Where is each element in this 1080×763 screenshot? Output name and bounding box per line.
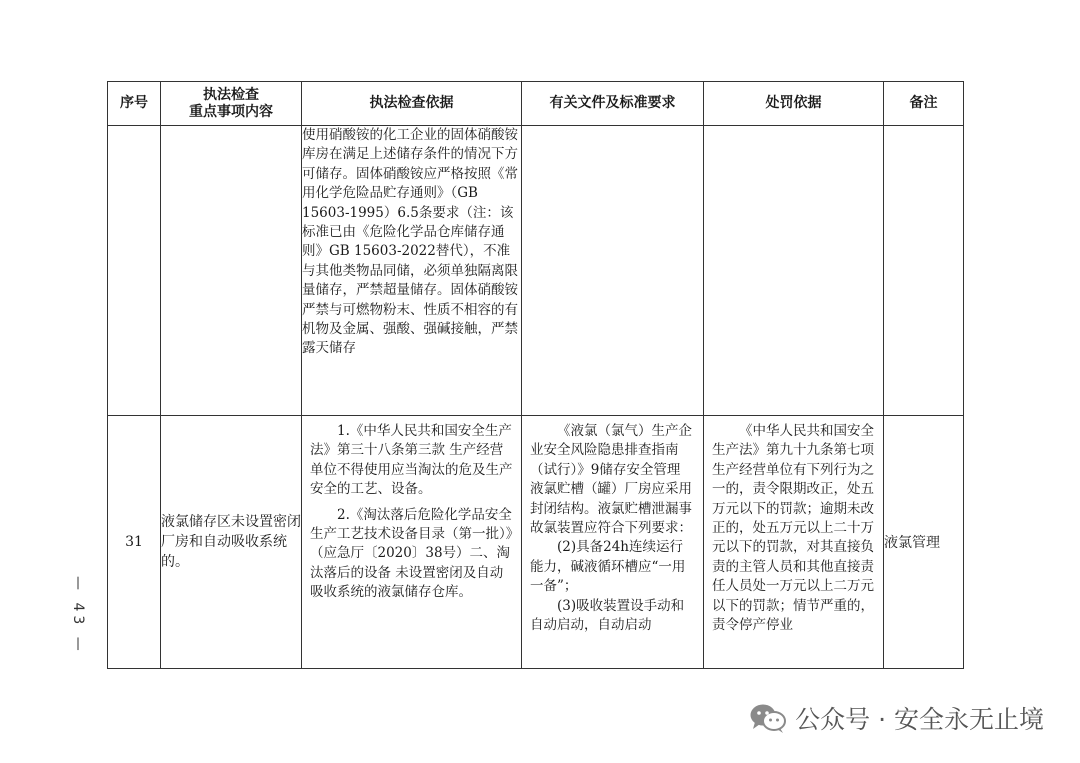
standards-cell bbox=[522, 416, 704, 669]
basis-paragraph-2: 2.《淘汰落后危险化学品安全生产工艺技术设备目录（第一批）》（应急厅〔2020〕38号）二、淘汰落后的设备 未设置密闭及自动吸收系统的液氯储存仓库。 bbox=[310, 506, 513, 601]
standards-paragraph-2: (2)具备24h连续运行能力，碱液循环槽应“一用一备”； bbox=[530, 539, 686, 595]
item-cell: 液氯储存区未设置密闭厂房和自动吸收系统的。 bbox=[161, 416, 302, 669]
seq-cell: 31 bbox=[108, 416, 161, 669]
basis-paragraph-1: 1.《中华人民共和国安全生产法》第三十八条第三款 生产经营单位不得使用应当淘汰的危及生产安全的工艺、设备。 bbox=[310, 423, 513, 498]
header-standards: 有关文件及标准要求 bbox=[522, 82, 704, 126]
note-cell: 液氯管理 bbox=[884, 416, 964, 669]
watermark bbox=[749, 700, 1044, 736]
regulation-table bbox=[107, 81, 964, 669]
basis-continued-text: 使用硝酸铵的化工企业的固体硝酸铵库房在满足上述储存条件的情况下方可储存。固体硝酸铵应严格按照《常用化学危险品贮存通则》（GB 15603-1995）6.5条要求（注：该标准已由《危险化学品仓库储存通则》GB 15603-2022替代），不准与其他类物品同储，必须单独隔离限量储存，严禁超量储存。固体硝酸铵严禁与可燃物粉末、性质不相容的有机物及金属、强酸、强碱接触，严禁露天储存 bbox=[302, 127, 518, 357]
seq-cell-empty bbox=[108, 126, 161, 416]
header-basis: 执法检查依据 bbox=[302, 82, 522, 126]
standards-paragraph-1: 《液氯（氯气）生产企业安全风险隐患排查指南（试行）》9储存安全管理 液氯贮槽（罐）厂房应采用封闭结构。液氯贮槽泄漏事故氯装置应符合下列要求： bbox=[530, 423, 692, 537]
penalty-cell-empty bbox=[704, 126, 884, 416]
header-penalty: 处罚依据 bbox=[704, 82, 884, 126]
table-row-continued bbox=[108, 126, 964, 416]
header-seq: 序号 bbox=[108, 82, 161, 126]
header-note: 备注 bbox=[884, 82, 964, 126]
penalty-text: 《中华人民共和国安全生产法》第九十九条第七项 生产经营单位有下列行为之一的，责令限期改正，处五万元以下的罚款；逾期未改正的，处五万元以上二十万元以下的罚款，对其直接负责的主管人员和其他直接责任人员处一万元以上二万元以下的罚款；情节严重的，责令停产停业 bbox=[712, 423, 874, 634]
standards-cell-empty bbox=[522, 126, 704, 416]
watermark-text: 公众号 · 安全永无止境 bbox=[795, 705, 1044, 734]
basis-cell-continued bbox=[302, 126, 522, 416]
page-number: — 43 — bbox=[70, 575, 86, 655]
header-item: 执法检查 重点事项内容 bbox=[161, 82, 302, 126]
penalty-cell bbox=[704, 416, 884, 669]
item-cell-empty bbox=[161, 126, 302, 416]
standards-paragraph-3: (3)吸收装置设手动和自动启动，自动启动 bbox=[530, 597, 685, 634]
table-row-31 bbox=[108, 416, 964, 669]
note-cell-empty bbox=[884, 126, 964, 416]
basis-cell bbox=[302, 416, 522, 669]
header-row bbox=[108, 82, 964, 126]
wechat-icon bbox=[749, 702, 787, 734]
